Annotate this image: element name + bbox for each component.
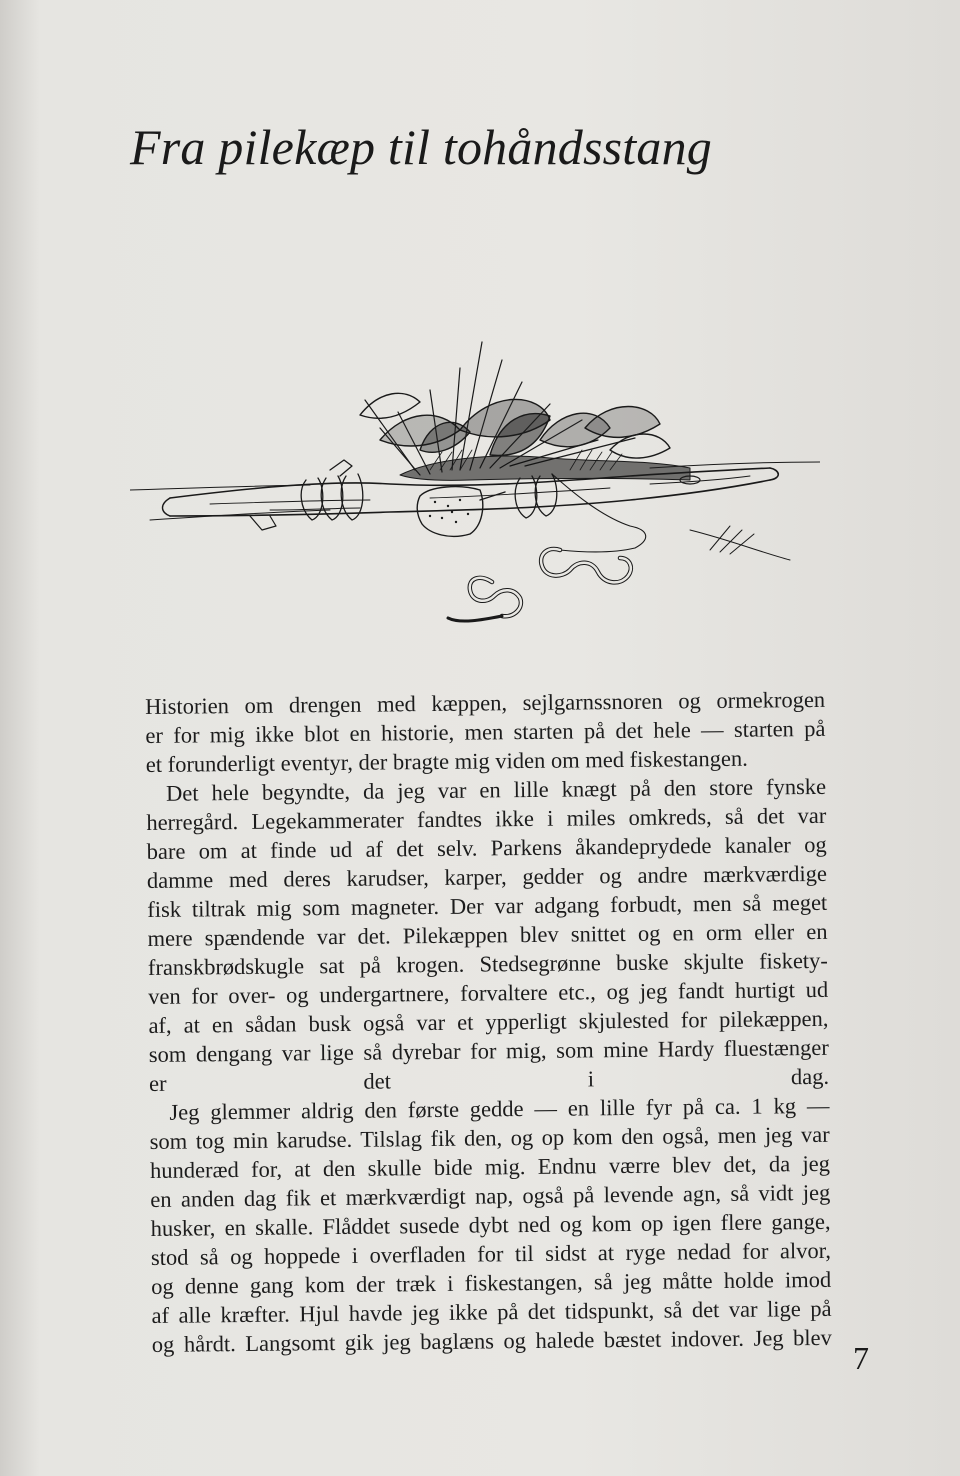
text-line: som dengang var lige så dyrebar for mig, som mine Hardy fluestænger bbox=[148, 1034, 829, 1067]
text-line: og denne gang kom der træk i fiskestangen, så jeg måtte holde imod bbox=[151, 1266, 832, 1299]
drawing-of-stick-with-line-and-worm-icon bbox=[130, 320, 820, 640]
text-line: bare om at finde ud af det selv. Parkens åkandeprydede kanaler og bbox=[146, 831, 827, 864]
text-line: af, at en sådan busk også var et ypperligt skjulested for pilekæppen, bbox=[148, 1005, 829, 1038]
text-line: er det i dag. bbox=[148, 1063, 830, 1096]
text-line: ven for over- og undergartnere, forvaltere etc., og jeg fandt hurtigt ud bbox=[148, 976, 829, 1009]
text-line: er for mig ikke blot en historie, men starten på det hele — starten på bbox=[145, 715, 826, 748]
text-line: en anden dag fik et mærkværdigt nap, også på levende agn, så vidt jeg bbox=[150, 1179, 831, 1212]
text-line: et forunderligt eventyr, der bragte mig viden om med fiskestangen. bbox=[145, 745, 748, 777]
page-number: 7 bbox=[853, 1340, 869, 1376]
text-line: mere spændende var det. Pilekæppen blev snittet og en orm eller en bbox=[147, 918, 828, 951]
text-line: herregård. Legekammerater fandtes ikke i miles omkreds, så det var bbox=[146, 802, 827, 835]
text-line: franskbrødskugle sat på krogen. Stedsegrønne buske skjulte fiskety- bbox=[147, 947, 828, 980]
paragraph-3 bbox=[149, 1091, 832, 1359]
body-text bbox=[145, 685, 832, 1359]
chapter-title: Fra pilekæp til tohåndsstang bbox=[130, 119, 712, 175]
text-line: damme med deres karudser, karper, gedder og andre mærkværdige bbox=[146, 860, 828, 893]
paragraph-1 bbox=[145, 685, 826, 779]
text-line: Det hele begyndte, da jeg var en lille knægt på den store fynske bbox=[165, 773, 827, 806]
text-line: Jeg glemmer aldrig den første gedde — en lille fyr på ca. 1 kg — bbox=[169, 1092, 830, 1125]
text-line: hunderæd for, at den skulle bide mig. Endnu værre blev det, da jeg bbox=[149, 1150, 831, 1183]
text-line: og hårdt. Langsomt gik jeg baglæns og halede bæstet indover. Jeg blev bbox=[151, 1324, 832, 1357]
paragraph-2 bbox=[146, 772, 829, 1098]
text-line: husker, en skalle. Flåddet susede dybt ned og kom op igen flere gange, bbox=[150, 1208, 831, 1241]
text-line: Historien om drengen med kæppen, sejlgarnssnoren og ormekrogen bbox=[145, 686, 826, 719]
text-line: fisk tiltrak mig som magneter. Der var adgang forbudt, men så meget bbox=[147, 889, 828, 922]
text-line: som tog min karudse. Tilslag fik den, og op kom den også, men jeg var bbox=[149, 1121, 830, 1154]
text-line: stod så og hoppede i overfladen for til sidst at ryge nedad for alvor, bbox=[150, 1237, 832, 1270]
text-line: af alle kræfter. Hjul havde jeg ikke på det tidspunkt, så det var lige på bbox=[151, 1295, 832, 1328]
